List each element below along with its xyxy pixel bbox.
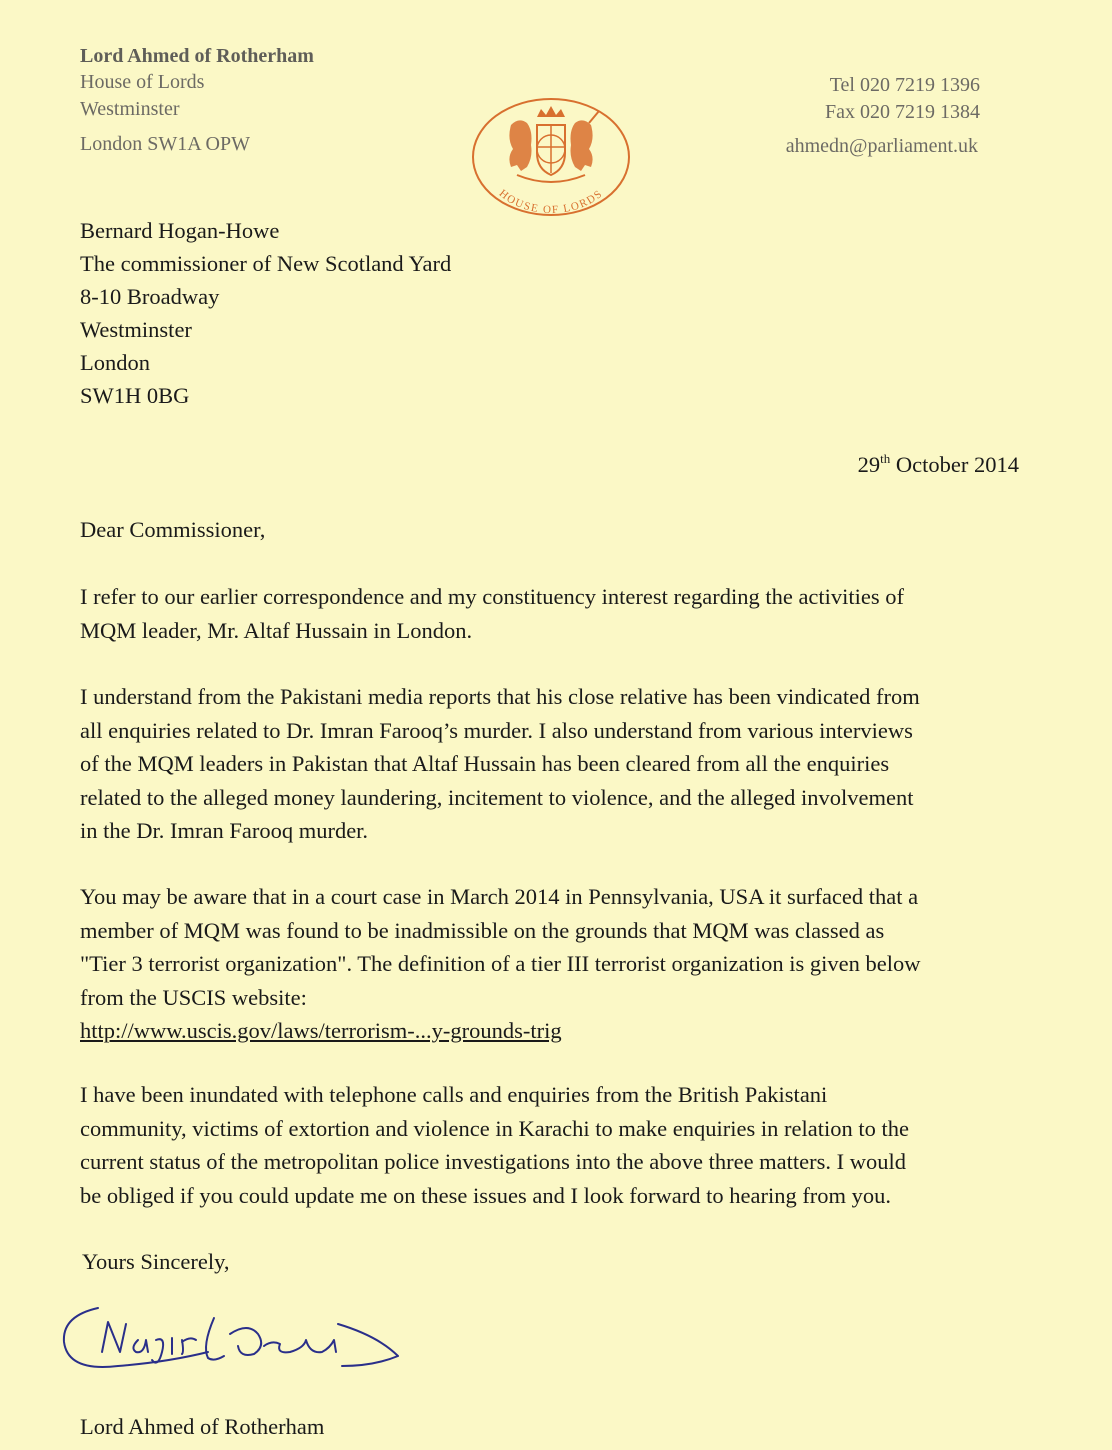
letterhead-name: Lord Ahmed of Rotherham <box>80 45 314 67</box>
date-day: 29 <box>857 452 881 477</box>
paragraph-line: I refer to our earlier correspondence and my constituency interest regarding the activities of <box>80 584 905 609</box>
paragraph-line: be obliged if you could update me on these issues and I look forward to hearing from you. <box>80 1182 892 1208</box>
paragraph-line: member of MQM was found to be inadmissible on the grounds that MQM was classed as <box>80 917 885 943</box>
paragraph-line: all enquiries related to Dr. Imran Farooq’s murder. I also understand from various interviews <box>80 717 913 743</box>
closing: Yours Sincerely, <box>82 1249 230 1274</box>
date-rest: October 2014 <box>895 452 1019 477</box>
letterhead-fax: Fax 020 7219 1384 <box>825 101 980 123</box>
paragraph-line: I have been inundated with telephone calls and enquiries from the British Pakistani <box>80 1082 828 1107</box>
paragraph-line: in the Dr. Imran Farooq murder. <box>80 818 369 843</box>
date-suffix: th <box>880 451 891 466</box>
paragraph-line: MQM leader, Mr. Altaf Hussain in London. <box>80 617 473 643</box>
paragraph-line: related to the alleged money laundering, incitement to violence, and the alleged involvement <box>80 784 914 810</box>
recipient-line: London <box>80 350 150 375</box>
uscis-link[interactable]: http://www.uscis.gov/laws/terrorism-...y-grounds-trig <box>80 1018 562 1043</box>
paragraph-line: from the USCIS website: <box>80 984 307 1010</box>
paragraph-1 <box>80 580 1040 647</box>
salutation: Dear Commissioner, <box>80 517 266 542</box>
letterhead-address-line: Westminster <box>80 98 180 120</box>
signature-icon <box>58 1296 418 1386</box>
letterhead-tel: Tel 020 7219 1396 <box>829 74 980 96</box>
paragraph-3 <box>80 880 1040 1048</box>
paragraph-line: current status of the metropolitan police investigations into the above three matters. I would <box>80 1149 907 1174</box>
svg-text:HOUSE OF LORDS: HOUSE OF LORDS <box>496 187 606 217</box>
paragraph-line: community, victims of extortion and violence in Karachi to make enquiries in relation to the <box>80 1115 909 1141</box>
recipient-line: Bernard Hogan-Howe <box>80 218 280 243</box>
paragraph-4 <box>80 1078 1040 1212</box>
letterhead-address-line: London SW1A OPW <box>80 133 250 155</box>
letterhead-address-line: House of Lords <box>80 71 205 93</box>
letterhead-email: ahmedn@parliament.uk <box>785 135 978 157</box>
paragraph-2 <box>80 680 1040 848</box>
recipient-line: 8-10 Broadway <box>80 284 220 309</box>
paragraph-line: "Tier 3 terrorist organization". The definition of a tier III terrorist organization is given below <box>80 951 921 976</box>
paragraph-line: of the MQM leaders in Pakistan that Altaf Hussain has been cleared from all the enquiries <box>80 751 890 776</box>
paragraph-line: I understand from the Pakistani media reports that his close relative has been vindicated from <box>80 684 920 709</box>
paragraph-line: You may be aware that in a court case in March 2014 in Pennsylvania, USA it surfaced that a <box>80 884 919 909</box>
recipient-line: SW1H 0BG <box>80 383 190 408</box>
house-of-lords-crest-icon <box>467 95 635 221</box>
recipient-line: The commissioner of New Scotland Yard <box>80 251 452 276</box>
signatory-name: Lord Ahmed of Rotherham <box>80 1414 325 1439</box>
recipient-line: Westminster <box>80 317 192 342</box>
letter-date <box>858 448 1019 482</box>
